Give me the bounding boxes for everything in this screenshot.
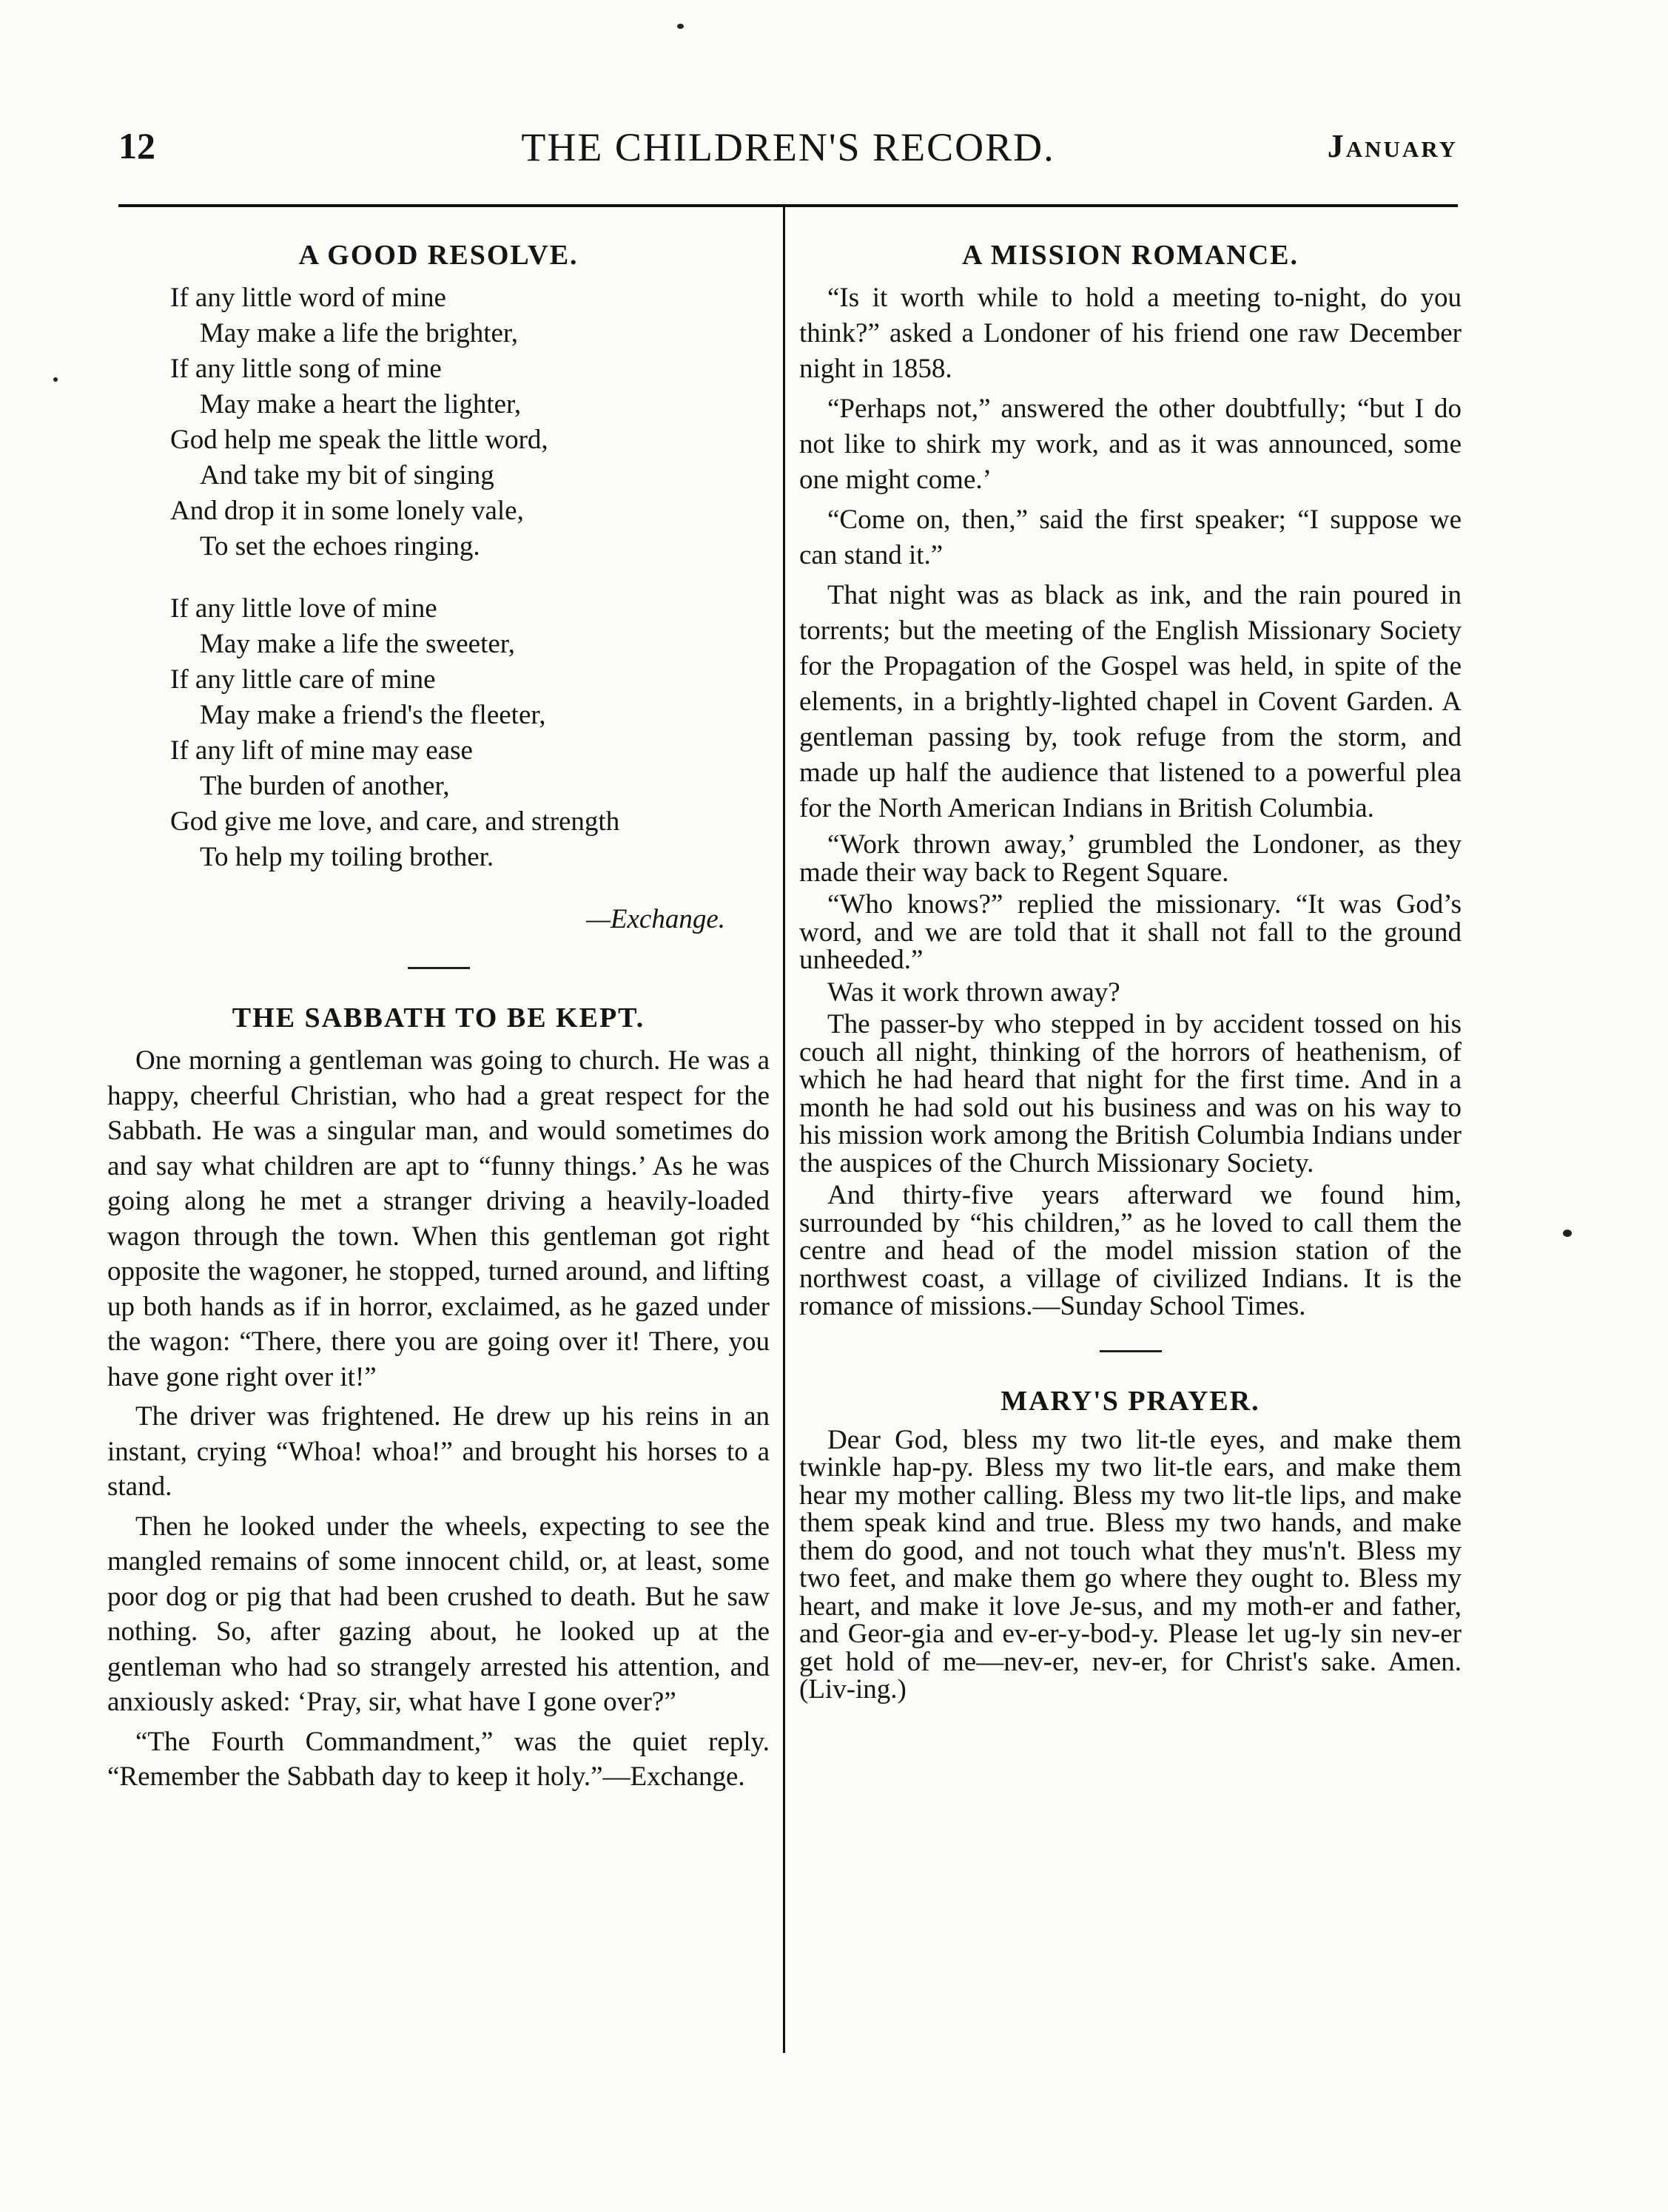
section-separator xyxy=(408,967,470,969)
poem-line: May make a life the sweeter, xyxy=(200,629,515,659)
article-paragraph: Dear God, bless my two lit-tle eyes, and make them twinkle hap-py. Bless my two lit-tle ears, and make them hear my mother calling. Bless my two lit-tle lips, and make them speak kind and true. Bless my two hands, and make them do good, and not touch what they mus'n't. Bless my two feet, and make them go where they ought to. Bless my heart, and make it love Je-sus, and my moth-er and father, and Geor-gia and ev-er-y-bod-y. Please let ug-ly sin nev-er get hold of me—nev-er, nev-er, for Christ's sake. Amen. (Liv-ing.) xyxy=(799,1424,1462,1704)
poem-line: To set the echoes ringing. xyxy=(200,531,480,562)
page-header xyxy=(118,124,1458,176)
article-sabbath xyxy=(107,1002,770,1795)
poem xyxy=(170,280,770,875)
section-separator xyxy=(1100,1350,1162,1352)
poem-line: And take my bit of singing xyxy=(200,460,494,490)
poem-line: To help my toiling brother. xyxy=(200,842,494,872)
poem-line: May make a friend's the fleeter, xyxy=(200,700,546,730)
poem-line: If any little word of mine xyxy=(170,283,446,313)
issue-month: January xyxy=(1327,128,1458,164)
poem-line: God give me love, and care, and strength xyxy=(170,806,620,837)
article-good-resolve xyxy=(107,239,770,937)
article-title: A MISSION ROMANCE. xyxy=(961,240,1299,271)
article-title: MARY'S PRAYER. xyxy=(1001,1385,1260,1417)
article-marys-prayer xyxy=(799,1385,1462,1704)
article-paragraph: “Work thrown away,’ grumbled the Londoner, as they made their way back to Regent Square. xyxy=(799,829,1462,888)
print-speck xyxy=(1563,1230,1572,1237)
article-title: THE SABBATH TO BE KEPT. xyxy=(232,1002,645,1033)
poem-line: God help me speak the little word, xyxy=(170,425,548,455)
poem-line: If any little love of mine xyxy=(170,593,437,624)
column-divider xyxy=(783,207,785,2053)
article-paragraph: “Is it worth while to hold a meeting to-night, do you think?” asked a Londoner of his friend one raw December night in 1858. xyxy=(799,283,1462,384)
poem-line: If any little song of mine xyxy=(170,354,442,384)
poem-line: The burden of another, xyxy=(200,771,450,801)
article-paragraph: That night was as black as ink, and the rain poured in torrents; but the meeting of the English Missionary Society for the Propagation of the Gospel was held, in spite of the elements, in a brightly-lighted chapel in Covent Garden. A gentleman passing by, took refuge from the storm, and made up half the audience that listened to a powerful plea for the North American Indians in British Columbia. xyxy=(799,580,1462,823)
article-paragraph: “Perhaps not,” answered the other doubtfully; “but I do not like to shirk my work, and as it was announced, some one might come.’ xyxy=(799,394,1462,495)
poem-stanza xyxy=(170,280,770,564)
left-column xyxy=(107,226,770,1799)
header-rule xyxy=(118,204,1458,207)
article-mission-romance xyxy=(799,239,1462,1321)
article-paragraph: And thirty-five years afterward we found him, surrounded by “his children,” as he loved to call them the centre and head of the model mission station of the northwest coast, a village of civilized Indians. It is the romance of missions.—Sunday School Times. xyxy=(799,1180,1462,1321)
article-paragraph: “Come on, then,” said the first speaker; “I suppose we can stand it.” xyxy=(799,505,1462,570)
poem-line: If any little care of mine xyxy=(170,664,436,695)
poem-attribution: —Exchange. xyxy=(585,904,725,934)
journal-title: THE CHILDREN'S RECORD. xyxy=(521,125,1055,169)
poem-line: If any lift of mine may ease xyxy=(170,735,473,766)
poem-line: And drop it in some lonely vale, xyxy=(170,496,524,526)
poem-line: May make a heart the lighter, xyxy=(200,389,522,419)
print-speck xyxy=(677,24,684,29)
article-paragraph: Was it work thrown away? xyxy=(827,977,1120,1008)
print-speck xyxy=(53,377,58,382)
right-column xyxy=(799,226,1462,1708)
page-number: 12 xyxy=(118,125,155,166)
poem-line: May make a life the brighter, xyxy=(200,318,519,348)
article-paragraph: The driver was frightened. He drew up his reins in an instant, crying “Whoa! whoa!” and brought his horses to a stand. xyxy=(107,1401,770,1502)
article-title: A GOOD RESOLVE. xyxy=(298,240,579,271)
article-paragraph: “Who knows?” replied the missionary. “It was God’s word, and we are told that it shall not fall to the ground unheeded.” xyxy=(799,889,1462,975)
article-paragraph: Then he looked under the wheels, expecting to see the mangled remains of some innocent child, or, at least, some poor dog or pig that had been crushed to death. But he saw nothing. So, after gazing about, he looked up at the gentleman who had so strangely arrested his attention, and anxiously asked: ‘Pray, sir, what have I gone over?” xyxy=(107,1511,770,1717)
poem-stanza xyxy=(170,591,770,875)
article-paragraph: “The Fourth Commandment,” was the quiet reply. “Remember the Sabbath day to keep it holy.”—Exchange. xyxy=(107,1726,770,1792)
article-paragraph: One morning a gentleman was going to church. He was a happy, cheerful Christian, who had a great respect for the Sabbath. He was a singular man, and would sometimes do and say what children are apt to “funny things.’ As he was going along he met a stranger driving a heavily-loaded wagon through the town. When this gentleman got right opposite the wagoner, he stopped, turned around, and lifting up both hands as if in horror, exclaimed, as he gazed under the wagon: “There, there you are going over it! There, you have gone right over it!” xyxy=(107,1045,770,1392)
article-paragraph: The passer-by who stepped in by accident tossed on his couch all night, thinking of the horrors of heathenism, of which he had heard that night for the first time. And in a month he had sold out his business and was on his way to his mission work among the British Columbia Indians under the auspices of the Church Missionary Society. xyxy=(799,1009,1462,1179)
